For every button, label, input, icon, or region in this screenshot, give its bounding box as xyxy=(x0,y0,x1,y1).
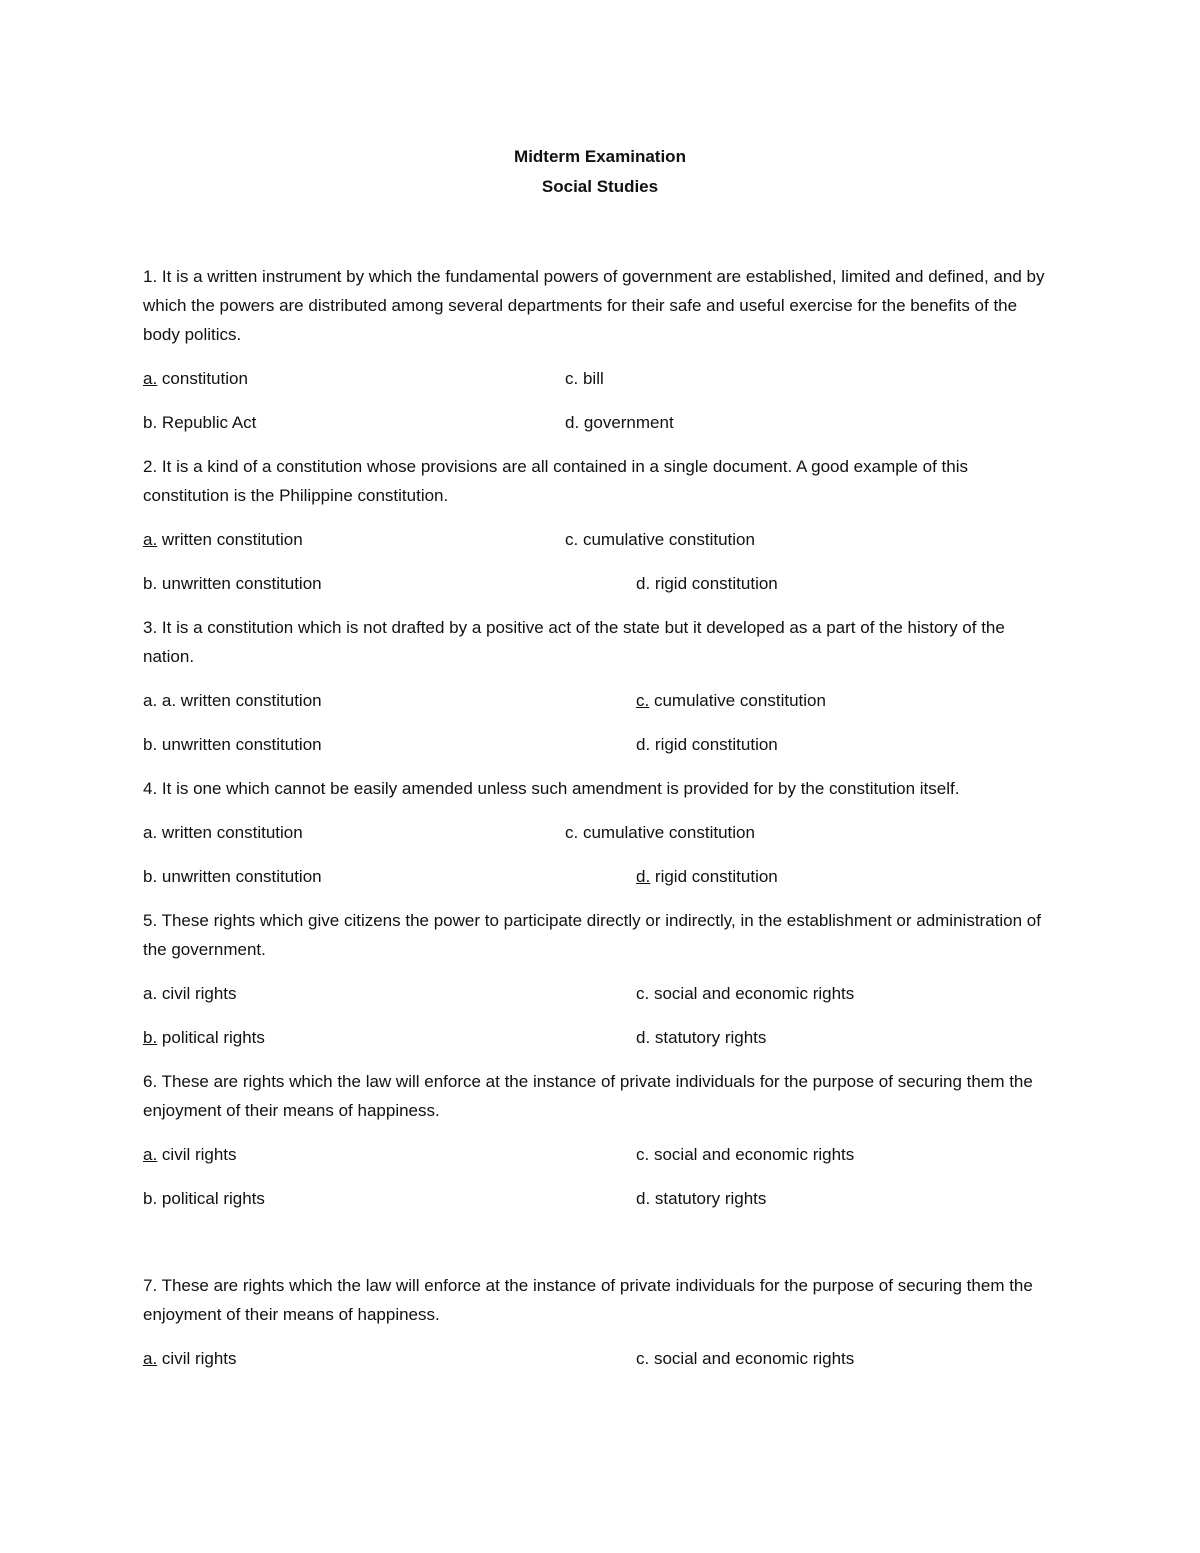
option-text: statutory rights xyxy=(650,1189,767,1208)
option-d xyxy=(565,408,674,437)
option-text: cumulative constitution xyxy=(578,530,755,549)
exam-title: Midterm Examination xyxy=(514,147,686,166)
question-6-stem: 6. These are rights which the law will enforce at the instance of private individuals for the purpose of securing them the enjoyment of their means of happiness. xyxy=(143,1072,1033,1120)
option-row xyxy=(143,862,1055,891)
question-3-stem: 3. It is a constitution which is not drafted by a positive act of the state but it developed as a part of the history of the nation. xyxy=(143,618,1005,666)
option-a xyxy=(143,818,303,847)
option-text: statutory rights xyxy=(650,1028,767,1047)
option-text: social and economic rights xyxy=(649,1349,855,1368)
option-letter: d. xyxy=(636,735,651,754)
question-7-stem: 7. These are rights which the law will enforce at the instance of private individuals for the purpose of securing them the enjoyment of their means of happiness. xyxy=(143,1276,1033,1324)
option-a xyxy=(143,1140,237,1169)
exam-subject: Social Studies xyxy=(541,177,659,196)
option-c xyxy=(636,1140,854,1169)
option-letter: d. xyxy=(636,574,651,593)
option-text: rigid constitution xyxy=(650,867,778,886)
option-text: rigid constitution xyxy=(650,574,778,593)
option-text: unwritten constitution xyxy=(157,867,322,886)
option-row xyxy=(143,686,1055,715)
option-letter: c. xyxy=(565,823,579,842)
option-row xyxy=(143,408,1055,437)
option-c xyxy=(636,1344,854,1373)
option-text: a. written constitution xyxy=(157,691,322,710)
option-row xyxy=(143,1184,1055,1213)
option-b xyxy=(143,730,322,759)
option-text: civil rights xyxy=(157,1349,237,1368)
option-c xyxy=(565,818,755,847)
option-b xyxy=(143,408,256,437)
option-a xyxy=(143,525,303,554)
option-text: civil rights xyxy=(157,1145,237,1164)
question-5-stem: 5. These rights which give citizens the power to participate directly or indirectly, in the establishment or administration of the government. xyxy=(143,911,1041,959)
option-row xyxy=(143,730,1055,759)
exam-header xyxy=(0,142,1200,202)
option-row xyxy=(143,1344,1055,1373)
option-text: Republic Act xyxy=(157,413,257,432)
option-b xyxy=(143,862,322,891)
option-row xyxy=(143,525,1055,554)
question-2-stem: 2. It is a kind of a constitution whose provisions are all contained in a single document. A good example of this constitution is the Philippine constitution. xyxy=(143,457,968,505)
option-text: government xyxy=(579,413,674,432)
option-text: social and economic rights xyxy=(649,1145,855,1164)
option-d xyxy=(636,1023,766,1052)
option-text: constitution xyxy=(157,369,248,388)
option-b xyxy=(143,569,322,598)
option-letter: d. xyxy=(636,1189,651,1208)
option-d xyxy=(636,569,778,598)
option-letter: a. xyxy=(143,530,158,549)
option-c xyxy=(636,979,854,1008)
option-text: social and economic rights xyxy=(649,984,855,1003)
option-text: political rights xyxy=(157,1189,265,1208)
option-b xyxy=(143,1184,265,1213)
option-d xyxy=(636,1184,766,1213)
option-letter: c. xyxy=(565,530,579,549)
option-letter: d. xyxy=(636,1028,651,1047)
option-text: cumulative constitution xyxy=(649,691,826,710)
option-text: written constitution xyxy=(157,823,303,842)
option-letter: b. xyxy=(143,867,158,886)
question-1-stem: 1. It is a written instrument by which the fundamental powers of government are established, limited and defined, and by which the powers are distributed among several departments for their safe and useful exercise for the benefits of the body politics. xyxy=(143,267,1045,344)
option-letter: d. xyxy=(636,867,651,886)
option-text: political rights xyxy=(157,1028,265,1047)
option-a xyxy=(143,979,237,1008)
option-letter: c. xyxy=(636,1145,650,1164)
option-a xyxy=(143,1344,237,1373)
option-letter: a. xyxy=(143,691,158,710)
option-c xyxy=(565,525,755,554)
option-letter: c. xyxy=(636,691,650,710)
option-row xyxy=(143,364,1055,393)
option-text: unwritten constitution xyxy=(157,735,322,754)
option-a xyxy=(143,686,322,715)
option-text: cumulative constitution xyxy=(578,823,755,842)
option-text: bill xyxy=(578,369,604,388)
option-letter: a. xyxy=(143,1349,158,1368)
option-row xyxy=(143,818,1055,847)
option-letter: d. xyxy=(565,413,580,432)
option-letter: b. xyxy=(143,735,158,754)
option-letter: a. xyxy=(143,369,158,388)
option-letter: a. xyxy=(143,823,158,842)
question-4-stem: 4. It is one which cannot be easily amended unless such amendment is provided for by the constitution itself. xyxy=(143,779,960,798)
option-text: rigid constitution xyxy=(650,735,778,754)
option-letter: b. xyxy=(143,1189,158,1208)
option-d xyxy=(636,862,778,891)
option-letter: a. xyxy=(143,984,158,1003)
option-a xyxy=(143,364,248,393)
option-letter: c. xyxy=(636,984,650,1003)
option-text: unwritten constitution xyxy=(157,574,322,593)
option-letter: b. xyxy=(143,574,158,593)
option-row xyxy=(143,979,1055,1008)
option-letter: b. xyxy=(143,1028,158,1047)
option-row xyxy=(143,569,1055,598)
option-letter: b. xyxy=(143,413,158,432)
option-b xyxy=(143,1023,265,1052)
option-letter: a. xyxy=(143,1145,158,1164)
option-text: written constitution xyxy=(157,530,303,549)
option-c xyxy=(565,364,604,393)
option-letter: c. xyxy=(565,369,579,388)
option-letter: c. xyxy=(636,1349,650,1368)
option-row xyxy=(143,1140,1055,1169)
option-d xyxy=(636,730,778,759)
question-list xyxy=(143,262,1055,1373)
option-c xyxy=(636,686,826,715)
option-row xyxy=(143,1023,1055,1052)
option-text: civil rights xyxy=(157,984,237,1003)
